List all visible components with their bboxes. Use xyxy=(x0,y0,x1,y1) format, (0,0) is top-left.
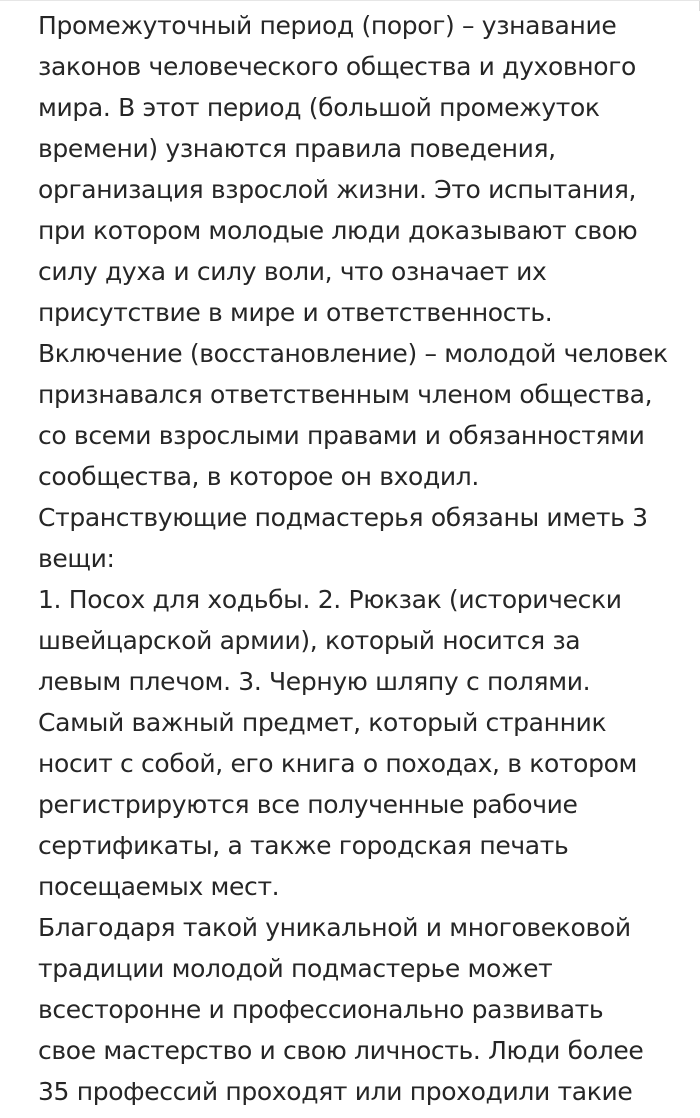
text-line: Самый важный предмет, который странник xyxy=(38,708,607,737)
text-line: всесторонне и профессионально развивать xyxy=(38,995,604,1024)
text-line: 1. Посох для ходьбы. 2. Рюкзак (исторически xyxy=(38,585,622,614)
text-line: левым плечом. 3. Черную шляпу с полями. xyxy=(38,667,591,696)
paragraph-threshold-period xyxy=(38,5,678,333)
text-line: швейцарской армии), который носится за xyxy=(38,626,581,655)
text-line: силу духа и силу воли, что означает их xyxy=(38,257,547,286)
text-line: законов человеческого общества и духовного xyxy=(38,52,636,81)
paragraph-items-list xyxy=(38,579,678,907)
text-line: посещаемых мест. xyxy=(38,872,280,901)
text-line: 35 профессий проходят или проходили такие xyxy=(38,1077,633,1106)
text-line: присутствие в мире и ответственность. xyxy=(38,298,553,327)
paragraph-three-items-intro xyxy=(38,497,678,579)
text-line: сертификаты, а также городская печать xyxy=(38,831,569,860)
top-divider xyxy=(0,0,700,4)
text-line: мира. В этот период (большой промежуток xyxy=(38,93,600,122)
text-line: при котором молодые люди доказывают свою xyxy=(38,216,638,245)
text-line: традиции молодой подмастерье может xyxy=(38,954,553,983)
paragraph-inclusion xyxy=(38,333,678,497)
text-line: регистрируются все полученные рабочие xyxy=(38,790,578,819)
text-line: сообщества, в которое он входил. xyxy=(38,462,480,491)
text-line: вещи: xyxy=(38,544,115,573)
text-line: организация взрослой жизни. Это испытания, xyxy=(38,175,637,204)
text-line: носит с собой, его книга о походах, в котором xyxy=(38,749,638,778)
text-line: признавался ответственным членом общества, xyxy=(38,380,653,409)
text-line: со всеми взрослыми правами и обязанностями xyxy=(38,421,645,450)
article-body xyxy=(38,5,678,1112)
text-line: Промежуточный период (порог) – узнавание xyxy=(38,11,617,40)
text-line: Странствующие подмастерья обязаны иметь 3 xyxy=(38,503,648,532)
text-line: Благодаря такой уникальной и многовековой xyxy=(38,913,631,942)
text-line: свое мастерство и свою личность. Люди более xyxy=(38,1036,644,1065)
text-line: времени) узнаются правила поведения, xyxy=(38,134,556,163)
paragraph-tradition xyxy=(38,907,678,1112)
text-line: Включение (восстановление) – молодой человек xyxy=(38,339,668,368)
